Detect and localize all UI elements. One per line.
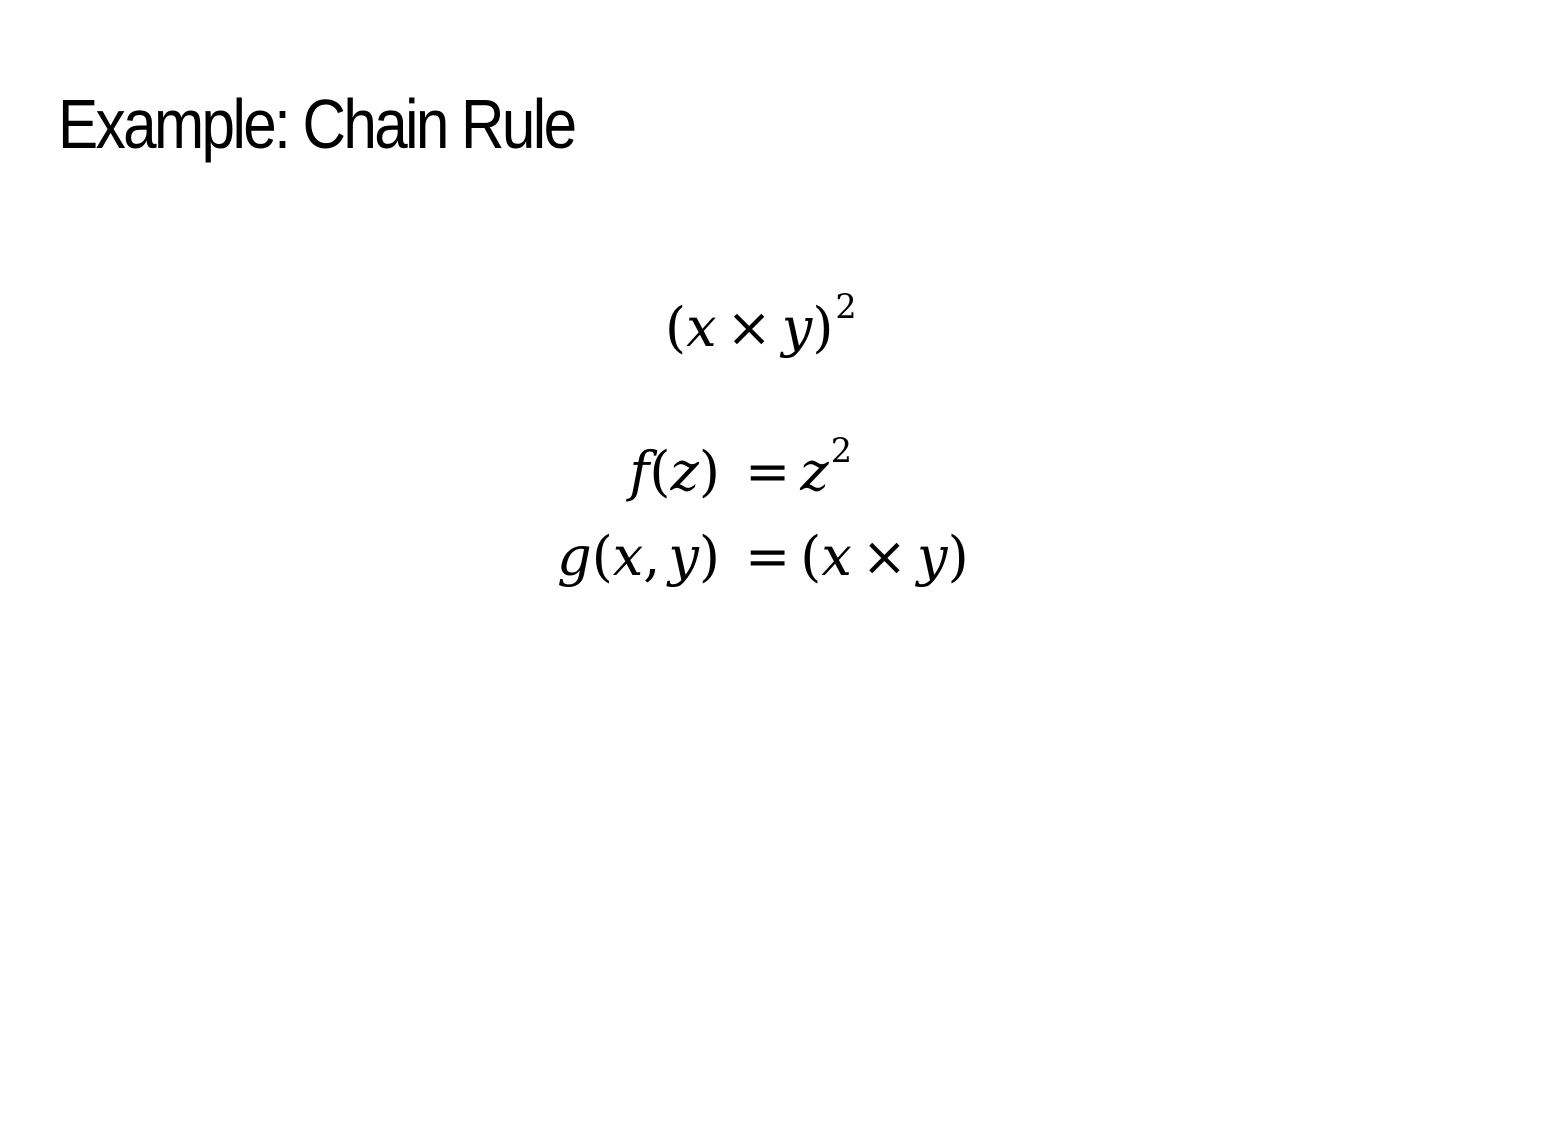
equation-f — [540, 432, 1010, 512]
variable-x: x — [821, 525, 852, 588]
equation-g-lhs — [557, 517, 720, 597]
variable-x: x — [686, 296, 717, 359]
equation-g — [540, 517, 1010, 597]
comma: , — [643, 525, 661, 588]
function-g: g — [557, 525, 592, 588]
equation-f-rhs — [735, 432, 852, 519]
function-f: f — [629, 440, 650, 503]
open-paren: ( — [665, 296, 687, 359]
equals-sign: = — [745, 440, 791, 503]
equation-g-rhs — [735, 517, 969, 597]
close-paren: ) — [698, 525, 720, 588]
open-paren: ( — [649, 440, 671, 503]
times-operator: × — [726, 296, 772, 359]
variable-y: y — [781, 296, 813, 359]
variable-z: z — [800, 440, 829, 503]
slide-title: Example: Chain Rule — [58, 85, 575, 163]
close-paren: ) — [947, 525, 969, 588]
variable-z: z — [670, 440, 699, 503]
open-paren: ( — [591, 525, 613, 588]
variable-y: y — [917, 525, 948, 588]
variable-x: x — [612, 525, 644, 588]
main-expression — [665, 288, 857, 375]
close-paren: ) — [812, 296, 834, 359]
exponent: 2 — [830, 430, 852, 470]
equation-f-lhs — [629, 432, 720, 512]
times-operator: × — [861, 525, 908, 588]
equals-sign: = — [745, 525, 791, 588]
open-paren: ( — [800, 525, 822, 588]
close-paren: ) — [698, 440, 720, 503]
exponent: 2 — [835, 286, 857, 326]
variable-y: y — [668, 525, 699, 588]
